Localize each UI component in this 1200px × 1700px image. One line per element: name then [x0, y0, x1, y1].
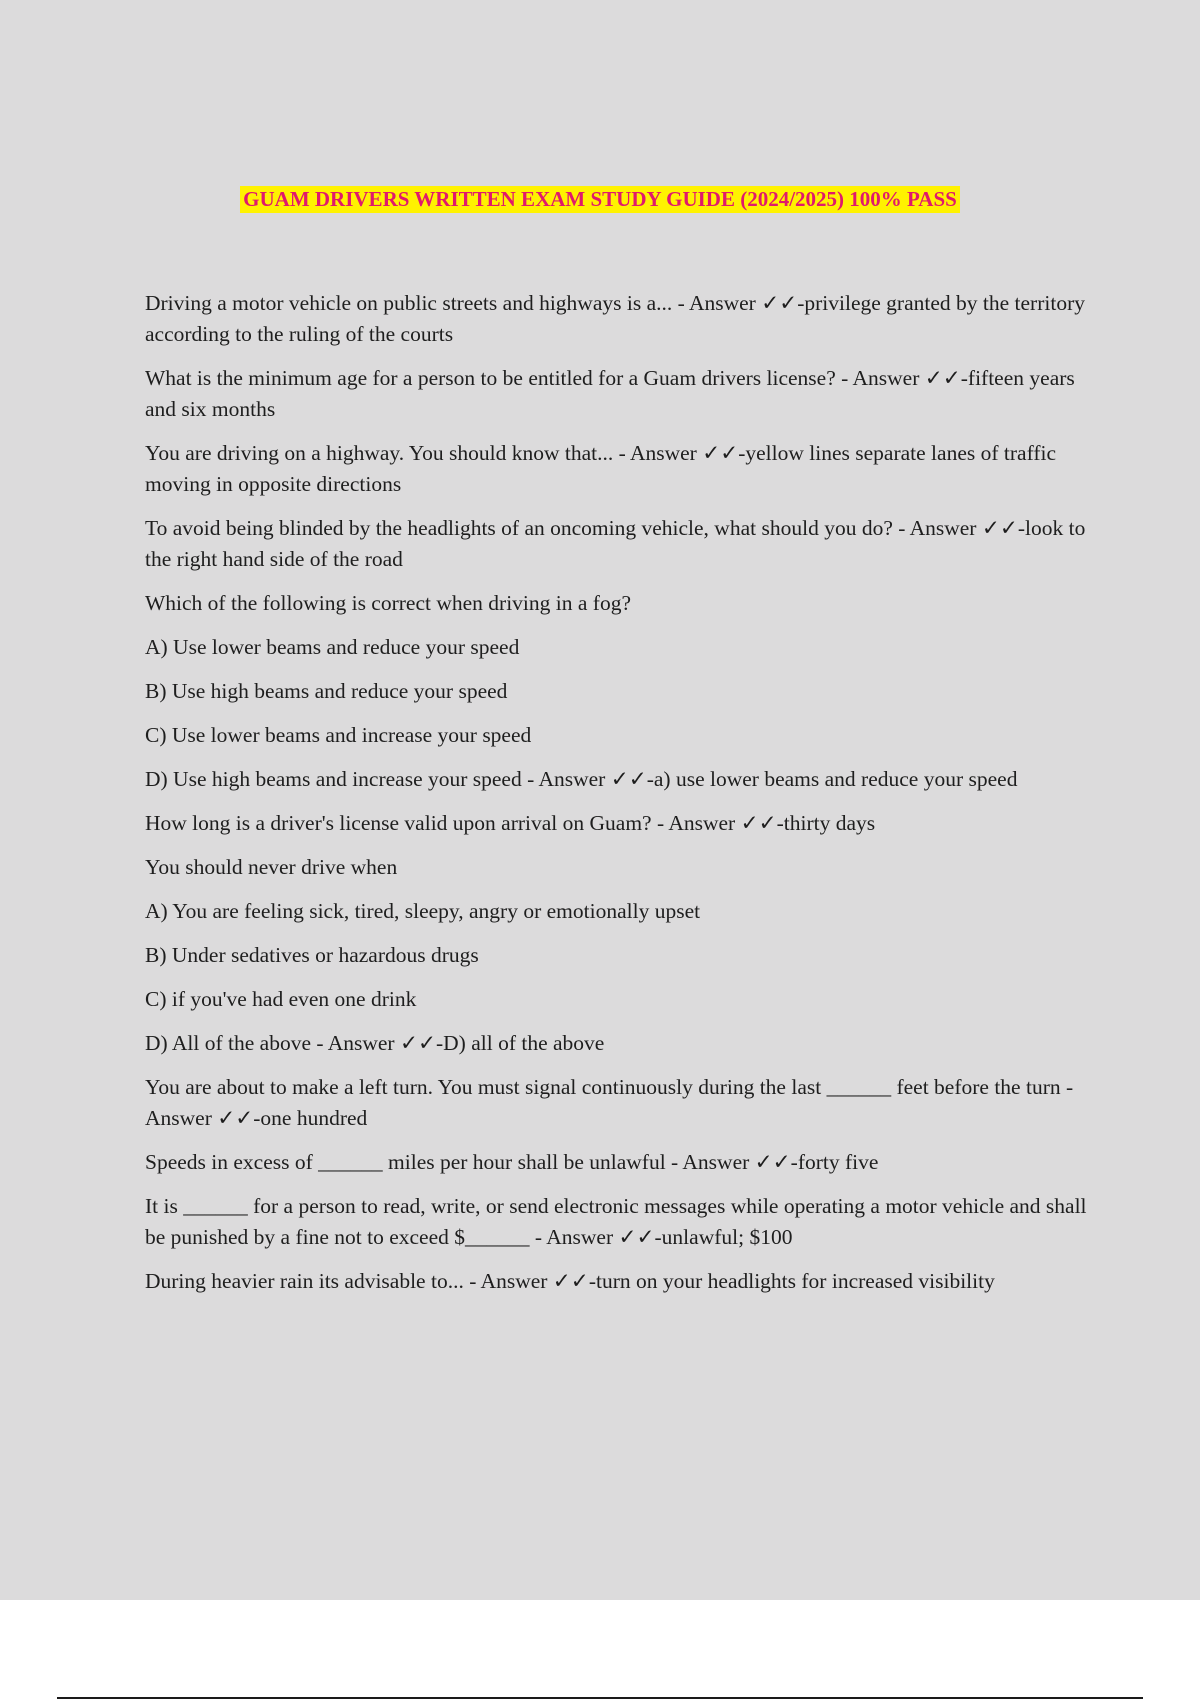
paragraph-15: D) All of the above - Answer ✓✓-D) all of the above — [145, 1031, 605, 1055]
paragraph-19: During heavier rain its advisable to... - Answer ✓✓-turn on your headlights for increased visibility — [145, 1269, 995, 1293]
next-page-area — [0, 1600, 1200, 1700]
paragraph-14: C) if you've had even one drink — [145, 987, 417, 1011]
paragraph-11: You should never drive when — [145, 855, 398, 879]
title-container — [0, 186, 1200, 213]
paragraph-1: Driving a motor vehicle on public streets and highways is a... - Answer ✓✓-privilege granted by the territory according to the ruling of the courts — [145, 291, 1085, 346]
paragraph-7: B) Use high beams and reduce your speed — [145, 679, 508, 703]
paragraph-6: A) Use lower beams and reduce your speed — [145, 635, 520, 659]
document-body — [145, 288, 1090, 1310]
paragraph-18: It is ______ for a person to read, write, or send electronic messages while operating a motor vehicle and shall be punished by a fine not to exceed $______ - Answer ✓✓-unlawful; $100 — [145, 1194, 1087, 1249]
paragraph-8: C) Use lower beams and increase your speed — [145, 723, 532, 747]
paragraph-4: To avoid being blinded by the headlights of an oncoming vehicle, what should you do? - Answer ✓✓-look to the right hand side of the road — [145, 516, 1086, 571]
paragraph-5: Which of the following is correct when driving in a fog? — [145, 591, 631, 615]
paragraph-16: You are about to make a left turn. You must signal continuously during the last ______ feet before the turn - Answer ✓✓-one hundred — [145, 1075, 1074, 1130]
paragraph-9: D) Use high beams and increase your speed - Answer ✓✓-a) use lower beams and reduce your speed — [145, 767, 1018, 791]
paragraph-13: B) Under sedatives or hazardous drugs — [145, 943, 479, 967]
document-title: GUAM DRIVERS WRITTEN EXAM STUDY GUIDE (2024/2025) 100% PASS — [240, 186, 960, 213]
paragraph-17: Speeds in excess of ______ miles per hour shall be unlawful - Answer ✓✓-forty five — [145, 1150, 879, 1174]
paragraph-10: How long is a driver's license valid upon arrival on Guam? - Answer ✓✓-thirty days — [145, 811, 876, 835]
paragraph-12: A) You are feeling sick, tired, sleepy, angry or emotionally upset — [145, 899, 701, 923]
paragraph-3: You are driving on a highway. You should know that... - Answer ✓✓-yellow lines separate lanes of traffic moving in opposite directions — [145, 441, 1057, 496]
paragraph-2: What is the minimum age for a person to be entitled for a Guam drivers license? - Answer ✓✓-fifteen years and six months — [145, 366, 1075, 421]
page-divider-line — [57, 1697, 1143, 1699]
